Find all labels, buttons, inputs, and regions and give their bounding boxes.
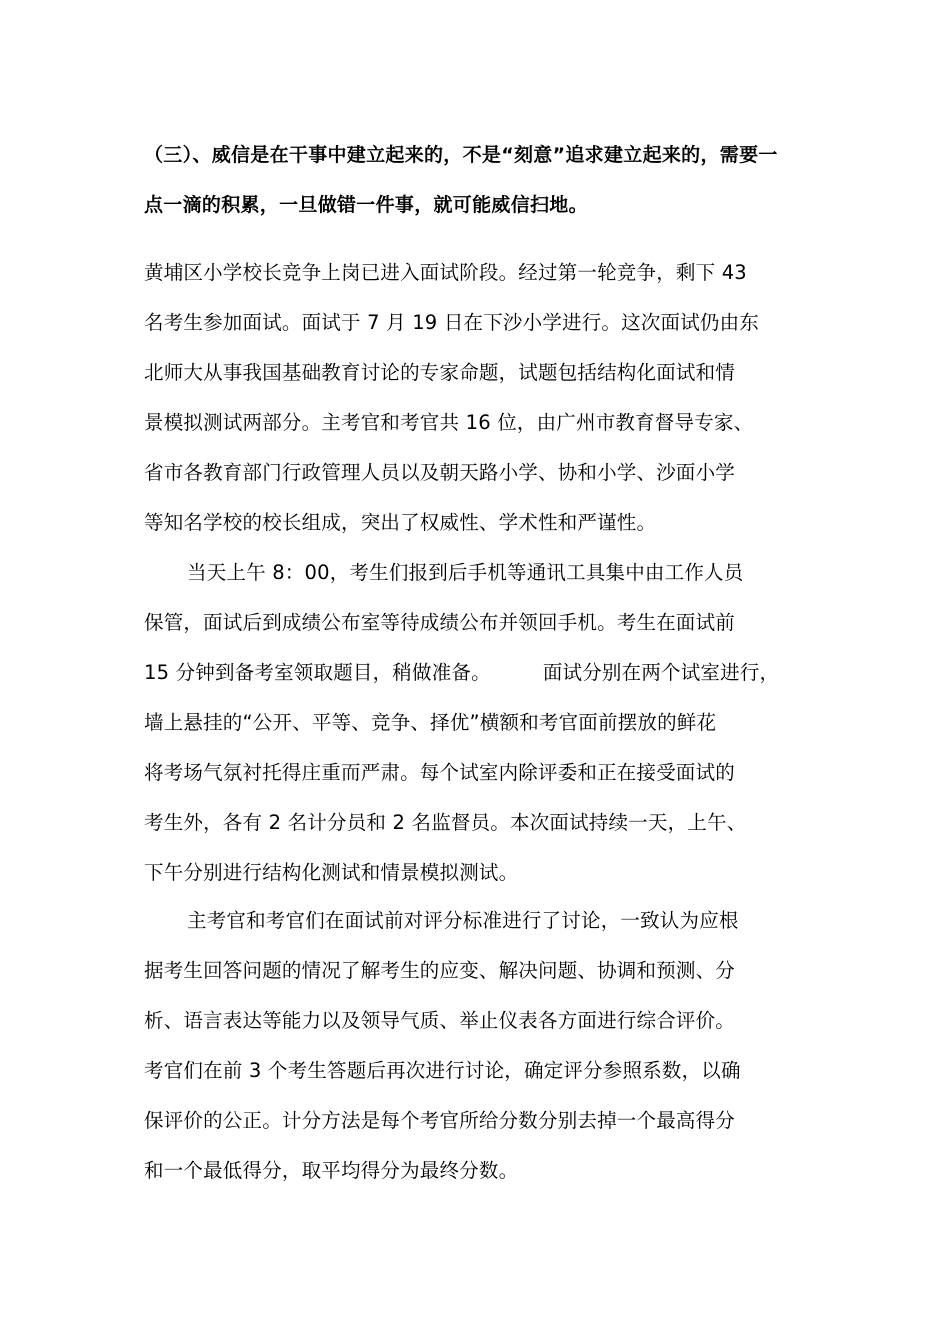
paragraph-line: 保管，面试后到成绩公布室等待成绩公布并领回手机。考生在面试前 <box>144 611 736 634</box>
paragraph-line-part: 15 分钟到备考室领取题目，稍做准备。 <box>144 661 491 684</box>
paragraph-intro <box>144 248 816 548</box>
paragraph-line <box>144 648 816 698</box>
paragraph-line: 主考官和考官们在面试前对评分标准进行了讨论，一致认为应根 <box>187 909 739 932</box>
paragraph-line: 名考生参加面试。面试于 7 月 19 日在下沙小学进行。这次面试仍由东 <box>144 311 760 334</box>
paragraph-line: 保评价的公正。计分方法是每个考官所给分数分别去掉一个最高得分 <box>144 1109 736 1132</box>
paragraph-line: 黄埔区小学校长竞争上岗已进入面试阶段。经过第一轮竞争，剩下 43 <box>144 261 747 284</box>
paragraph-line: 墙上悬挂的“公开、平等、竞争、择优”横额和考官面前摆放的鲜花 <box>144 711 717 734</box>
paragraph-line: 析、语言表达等能力以及领导气质、举止仪表各方面进行综合评价。 <box>144 1009 736 1032</box>
paragraph-line: 考生外，各有 2 名计分员和 2 名监督员。本次面试持续一天，上午、 <box>144 811 747 834</box>
paragraph-scoring <box>144 896 816 1196</box>
paragraph-line: 等知名学校的校长组成，突出了权威性、学术性和严谨性。 <box>144 511 657 534</box>
paragraph-line: 省市各教育部门行政管理人员以及朝天路小学、协和小学、沙面小学 <box>144 461 736 484</box>
paragraph-line: 下午分别进行结构化测试和情景模拟测试。 <box>144 861 519 884</box>
paragraph-line: 景模拟测试两部分。主考官和考官共 16 位，由广州市教育督导专家、 <box>144 411 754 434</box>
heading-line: 点一滴的积累，一旦做错一件事，就可能威信扫地。 <box>144 194 588 216</box>
heading-line: （三）、威信是在干事中建立起来的，不是“刻意”追求建立起来的，需要一 <box>144 144 778 166</box>
section-heading <box>144 130 814 230</box>
paragraph-procedure <box>144 548 816 898</box>
paragraph-line-part: 面试分别在两个试室进行， <box>542 661 780 684</box>
paragraph-line: 考官们在前 3 个考生答题后再次进行讨论，确定评分参照系数，以确 <box>144 1059 741 1082</box>
paragraph-line: 将考场气氛衬托得庄重而严肃。每个试室内除评委和正在接受面试的 <box>144 761 736 784</box>
paragraph-line: 和一个最低得分，取平均得分为最终分数。 <box>144 1159 519 1182</box>
paragraph-line: 北师大从事我国基础教育讨论的专家命题，试题包括结构化面试和情 <box>144 361 736 384</box>
paragraph-line: 当天上午 8：00，考生们报到后手机等通讯工具集中由工作人员 <box>187 561 744 584</box>
paragraph-line: 据考生回答问题的情况了解考生的应变、解决问题、协调和预测、分 <box>144 959 736 982</box>
